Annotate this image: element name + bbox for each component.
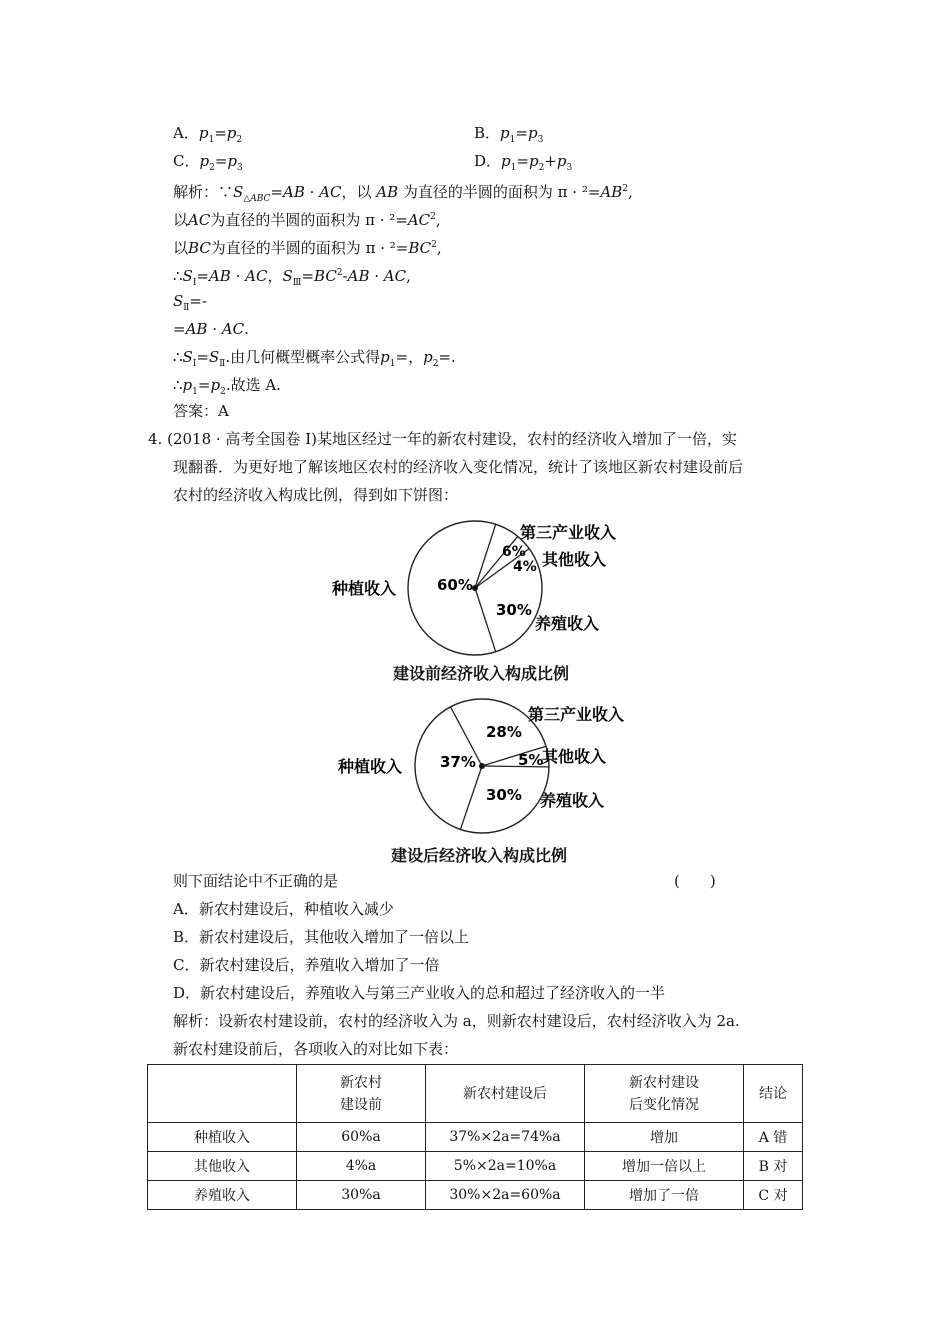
solution-line-5: $S_Ⅱ=-$ — [173, 292, 208, 313]
q4-stem-line-1: 4. (2018 · 高考全国卷 Ⅰ)某地区经过一年的新农村建设，农村的经济收入增加了一倍，实 — [148, 430, 737, 448]
table-cell: 其他收入 — [148, 1152, 297, 1181]
table-cell: 5%×2a=10%a — [426, 1152, 585, 1181]
q4-option-a: A．新农村建设后，种植收入减少 — [173, 900, 394, 918]
option-d: D．$p_1=p_2+p_3$ — [474, 152, 573, 173]
solution-line-6: =AB · AC. — [173, 320, 249, 338]
table-cell: 30%×2a=60%a — [426, 1181, 585, 1210]
answer-bracket: ( ) — [674, 872, 716, 890]
solution-line-2: 以AC为直径的半圆的面积为 $\pi \cdot ^2=AC^2$, — [173, 211, 441, 229]
q4-question: 则下面结论中不正确的是 — [173, 872, 339, 890]
pie-chart-after — [320, 696, 650, 836]
option-b: B．$p_1=p_3$ — [474, 124, 544, 145]
pie-before-label-breeding: 养殖收入 — [535, 614, 600, 633]
q4-solution-line-1: 解析：设新农村建设前，农村的经济收入为 a，则新农村建设后，农村经济收入为 2a. — [173, 1012, 740, 1030]
pie-after-center-dot — [479, 763, 485, 769]
pie-after-label-breeding: 养殖收入 — [540, 791, 605, 810]
q4-option-c: C．新农村建设后，养殖收入增加了一倍 — [173, 956, 440, 974]
table-cell: 养殖收入 — [148, 1181, 297, 1210]
table-cell: 37%×2a=74%a — [426, 1123, 585, 1152]
table-cell: C 对 — [744, 1181, 803, 1210]
pie-after-label-other: 其他收入 — [542, 747, 607, 766]
table-cell: 30%a — [297, 1181, 426, 1210]
solution-line-8: $\therefore p_1=p_2$.故选 A. — [173, 376, 281, 397]
pie-after-pct-breeding: 30% — [486, 786, 522, 804]
pie-before-pct-planting: 60% — [437, 576, 473, 594]
table-header-change: 新农村建设 后变化情况 — [585, 1065, 744, 1123]
pie-after-label-planting: 种植收入 — [338, 757, 403, 776]
pie-before-pct-breeding: 30% — [496, 601, 532, 619]
pie-before-label-tertiary: 第三产业收入 — [520, 523, 617, 542]
q4-stem-line-2: 现翻番．为更好地了解该地区农村的经济收入变化情况，统计了该地区新农村建设前后 — [173, 458, 744, 476]
table-cell: 60%a — [297, 1123, 426, 1152]
table-cell: 4%a — [297, 1152, 426, 1181]
table-cell: B 对 — [744, 1152, 803, 1181]
pie-before-title: 建设前经济收入构成比例 — [393, 664, 570, 683]
solution-line-4: $\therefore S_Ⅰ=AB$ · AC，$S_Ⅲ=BC^2-AB$ · AC, — [173, 267, 411, 288]
pie-before-pct-other: 4% — [513, 559, 537, 575]
pie-before-label-other: 其他收入 — [542, 550, 607, 569]
q4-solution-line-2: 新农村建设前后，各项收入的对比如下表： — [173, 1040, 459, 1058]
comparison-table — [147, 1064, 803, 1210]
pie-before-label-planting: 种植收入 — [332, 579, 397, 598]
pie-chart-before — [320, 512, 650, 662]
table-cell: 增加 — [585, 1123, 744, 1152]
table-row — [148, 1152, 803, 1181]
solution-line-3: 以BC为直径的半圆的面积为 $\pi \cdot ^2=BC^2$, — [173, 239, 442, 257]
q4-option-d: D．新农村建设后，养殖收入与第三产业收入的总和超过了经济收入的一半 — [173, 984, 666, 1002]
table-cell: A 错 — [744, 1123, 803, 1152]
table-header-conclusion: 结论 — [744, 1065, 803, 1123]
pie-after-label-tertiary: 第三产业收入 — [528, 705, 625, 724]
q4-stem-line-3: 农村的经济收入构成比例，得到如下饼图： — [173, 486, 459, 504]
pie-after-pct-planting: 37% — [440, 753, 476, 771]
pie-after-title: 建设后经济收入构成比例 — [391, 846, 568, 865]
solution-line-1: 解析：$\because S_{\triangle ABC}=AB$ · AC，以 AB 为直径的半圆的面积为 $\pi \cdot ^2=AB^2$, — [173, 183, 633, 204]
table-row — [148, 1181, 803, 1210]
pie-after-pct-tertiary: 28% — [486, 723, 522, 741]
pie-after-pct-other: 5% — [518, 751, 544, 769]
option-a: A．$p_1=p_2$ — [173, 124, 243, 145]
table-cell: 增加了一倍 — [585, 1181, 744, 1210]
solution-line-7: $\therefore S_Ⅰ=S_Ⅱ$.由几何概型概率公式得$p_1=$，$p_2=$. — [173, 348, 456, 369]
table-cell: 增加一倍以上 — [585, 1152, 744, 1181]
table-cell: 种植收入 — [148, 1123, 297, 1152]
table-row — [148, 1123, 803, 1152]
table-header-after: 新农村建设后 — [426, 1065, 585, 1123]
q4-option-b: B．新农村建设后，其他收入增加了一倍以上 — [173, 928, 470, 946]
table-header-before: 新农村 建设前 — [297, 1065, 426, 1123]
option-c: C．$p_2=p_3$ — [173, 152, 243, 173]
answer-line: 答案：A — [173, 402, 229, 420]
pie-before-pct-tertiary: 6% — [502, 544, 526, 560]
table-header-row — [148, 1065, 803, 1123]
table-header-empty — [148, 1065, 297, 1123]
